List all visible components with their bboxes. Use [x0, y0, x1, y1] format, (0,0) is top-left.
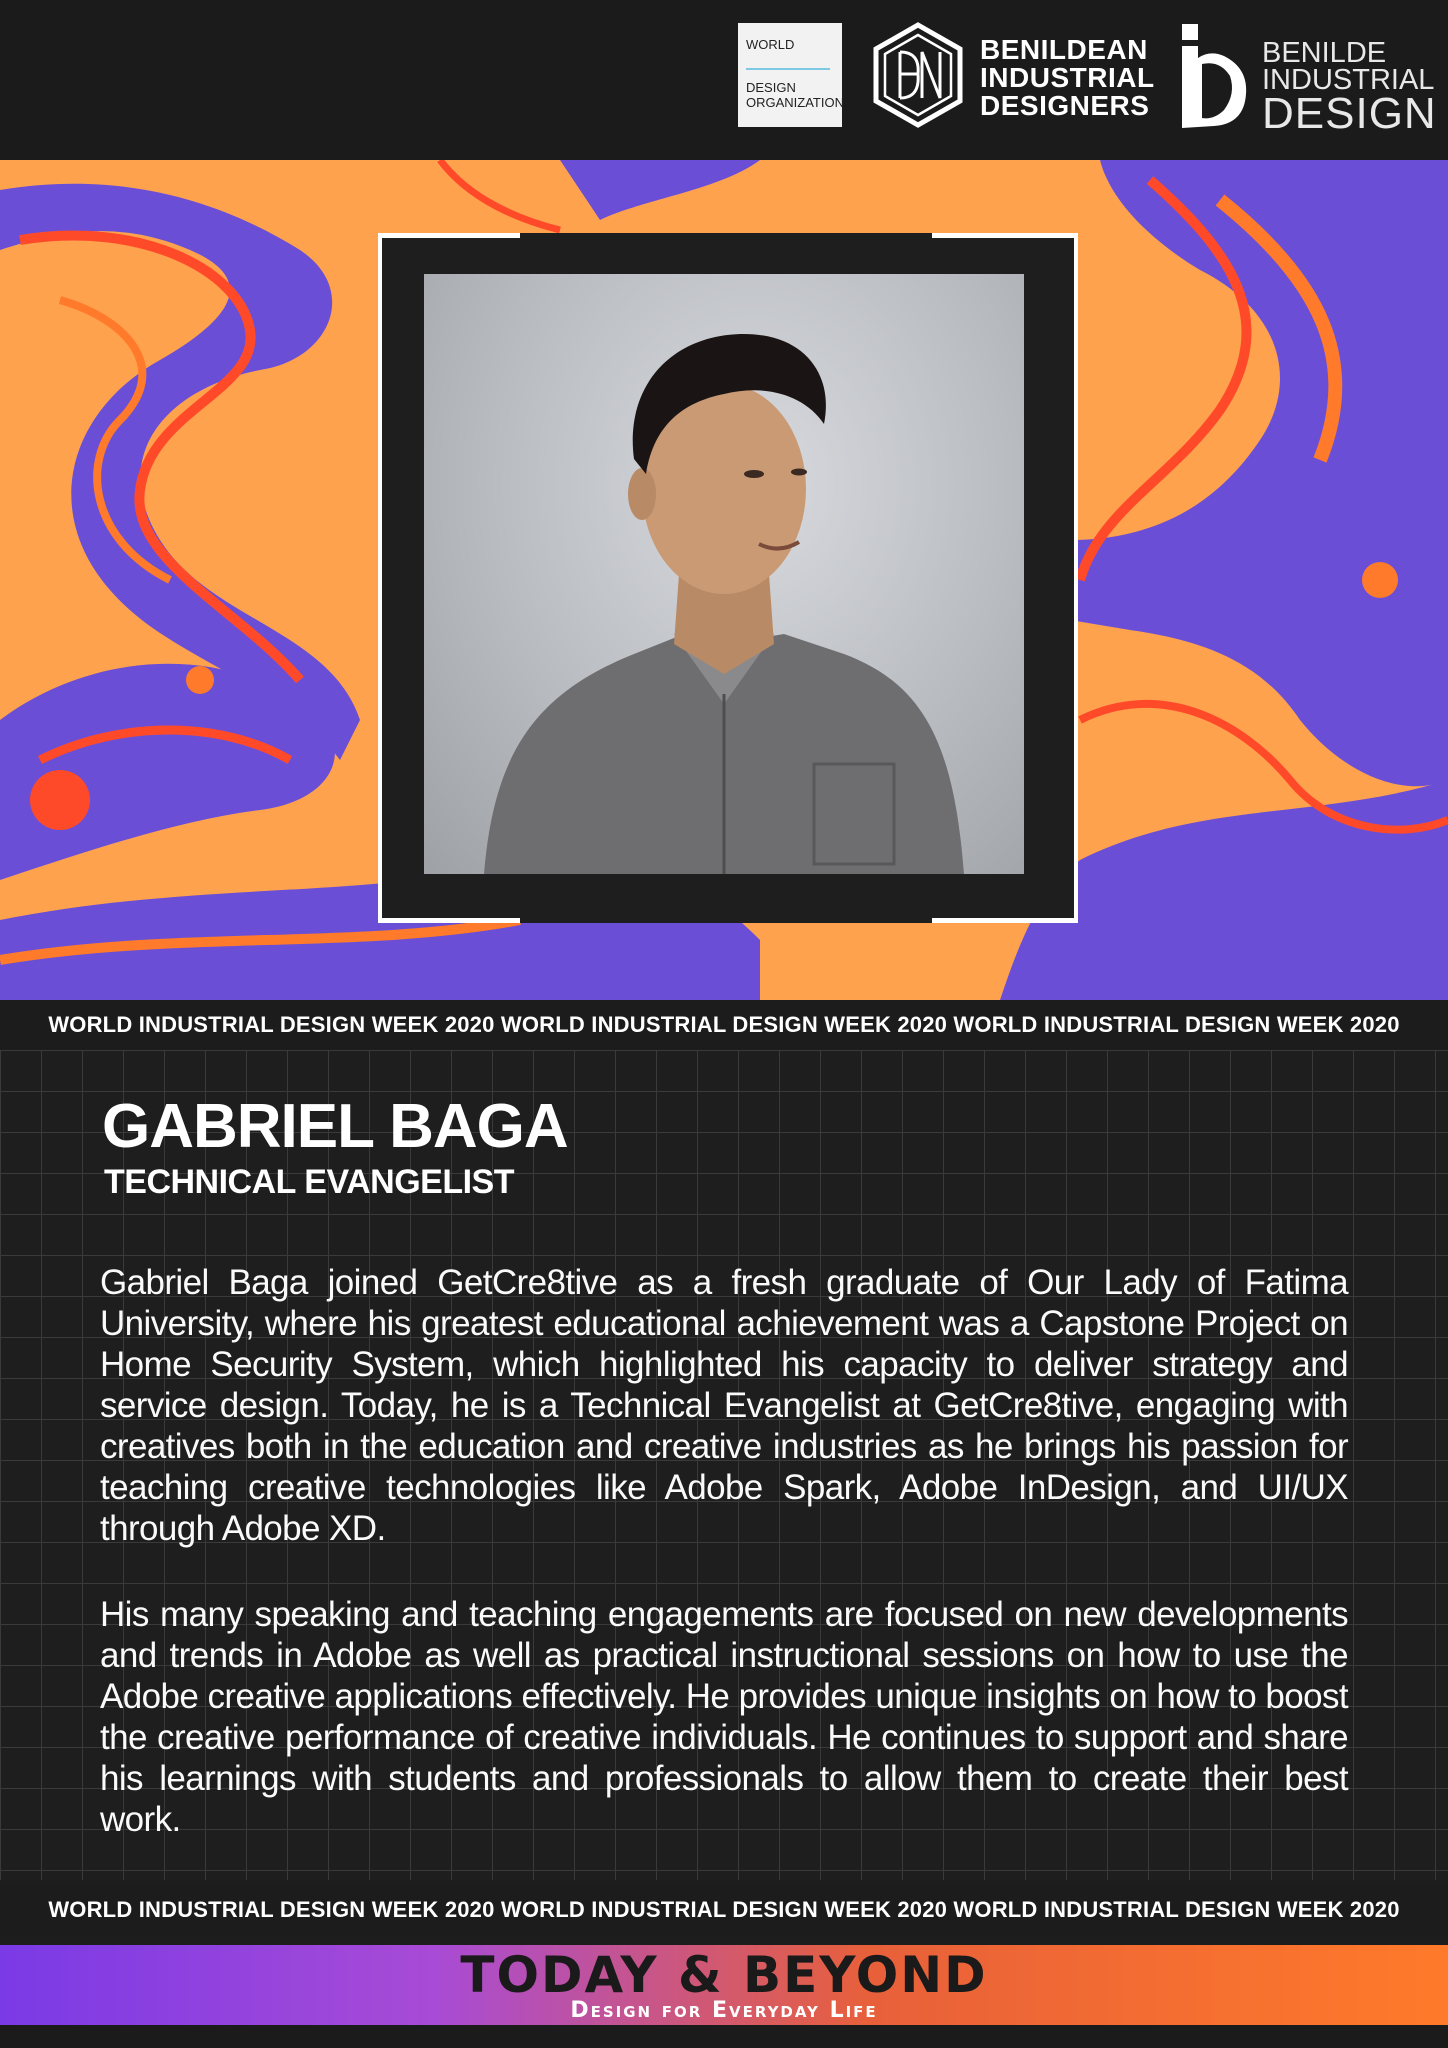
bd-wordmark-line: DESIGN [1262, 89, 1437, 138]
frame-corner-top-left [378, 233, 520, 238]
event-theme-subtitle: Design for Everyday Life [570, 1998, 878, 2023]
speaker-role: TECHNICAL EVANGELIST [104, 1163, 514, 1201]
frame-corner-top-right [932, 233, 1074, 238]
wdo-logo-line2: DESIGN ORGANIZATION [746, 80, 844, 110]
event-theme-title: TODAY & BEYOND [460, 1946, 988, 2004]
event-footer-banner [0, 1945, 1448, 2025]
speaker-bio-paragraph-2: His many speaking and teaching engagements are focused on new developments and trends in Adobe as well as practical instructional sessions on how to use the Adobe creative applications effectively. He provides unique insights on how to boost the creative performance of creative individuals. He continues to support and share his learnings with students and professionals to allow them to create their best work. [100, 1595, 1348, 1839]
bid-wordmark-line: DESIGNERS [980, 90, 1150, 121]
frame-corner-bottom-right [932, 918, 1074, 923]
header-bar [0, 0, 1448, 160]
ticker-banner-top: WORLD INDUSTRIAL DESIGN WEEK 2020 WORLD INDUSTRIAL DESIGN WEEK 2020 WORLD INDUSTRIAL DESIGN WEEK 2020 [0, 1000, 1448, 1050]
bid-wordmark-line: BENILDEAN [980, 34, 1148, 65]
benilde-industrial-design-wordmark [1262, 37, 1437, 138]
frame-corner-bottom-left [378, 918, 520, 923]
bid-wordmark-line: INDUSTRIAL [980, 62, 1155, 93]
bd-wordmark-line: BENILDE [1262, 37, 1387, 69]
benildean-industrial-designers-emblem-icon [872, 22, 964, 128]
wdo-logo-rule [746, 68, 830, 70]
speaker-bio-paragraph-1: Gabriel Baga joined GetCre8tive as a fresh graduate of Our Lady of Fatima University, where his greatest educational achievement was a Capstone Project on Home Security System, which highlighted his capacity to deliver strategy and service design. Today, he is a Technical Evangelist at GetCre8tive, engaging with creatives both in the education and creative industries as he brings his passion for teaching creative technologies like Adobe Spark, Adobe InDesign, and UI/UX through Adobe XD. [100, 1263, 1348, 1548]
speaker-portrait-photo [424, 274, 1024, 874]
bd-wordmark-line: INDUSTRIAL [1262, 64, 1435, 96]
ticker-banner-bottom: WORLD INDUSTRIAL DESIGN WEEK 2020 WORLD INDUSTRIAL DESIGN WEEK 2020 WORLD INDUSTRIAL DESIGN WEEK 2020 [0, 1885, 1448, 1935]
bottom-strip [0, 2025, 1448, 2048]
benildean-industrial-designers-wordmark [980, 36, 1155, 120]
benilde-industrial-design-emblem-icon [1180, 24, 1250, 128]
world-design-organization-logo [738, 23, 842, 127]
speaker-name: GABRIEL BAGA [102, 1092, 568, 1161]
wdo-logo-line1: WORLD [746, 37, 795, 52]
hero-marble-banner [0, 160, 1448, 1000]
speaker-silhouette-icon [424, 274, 1024, 874]
